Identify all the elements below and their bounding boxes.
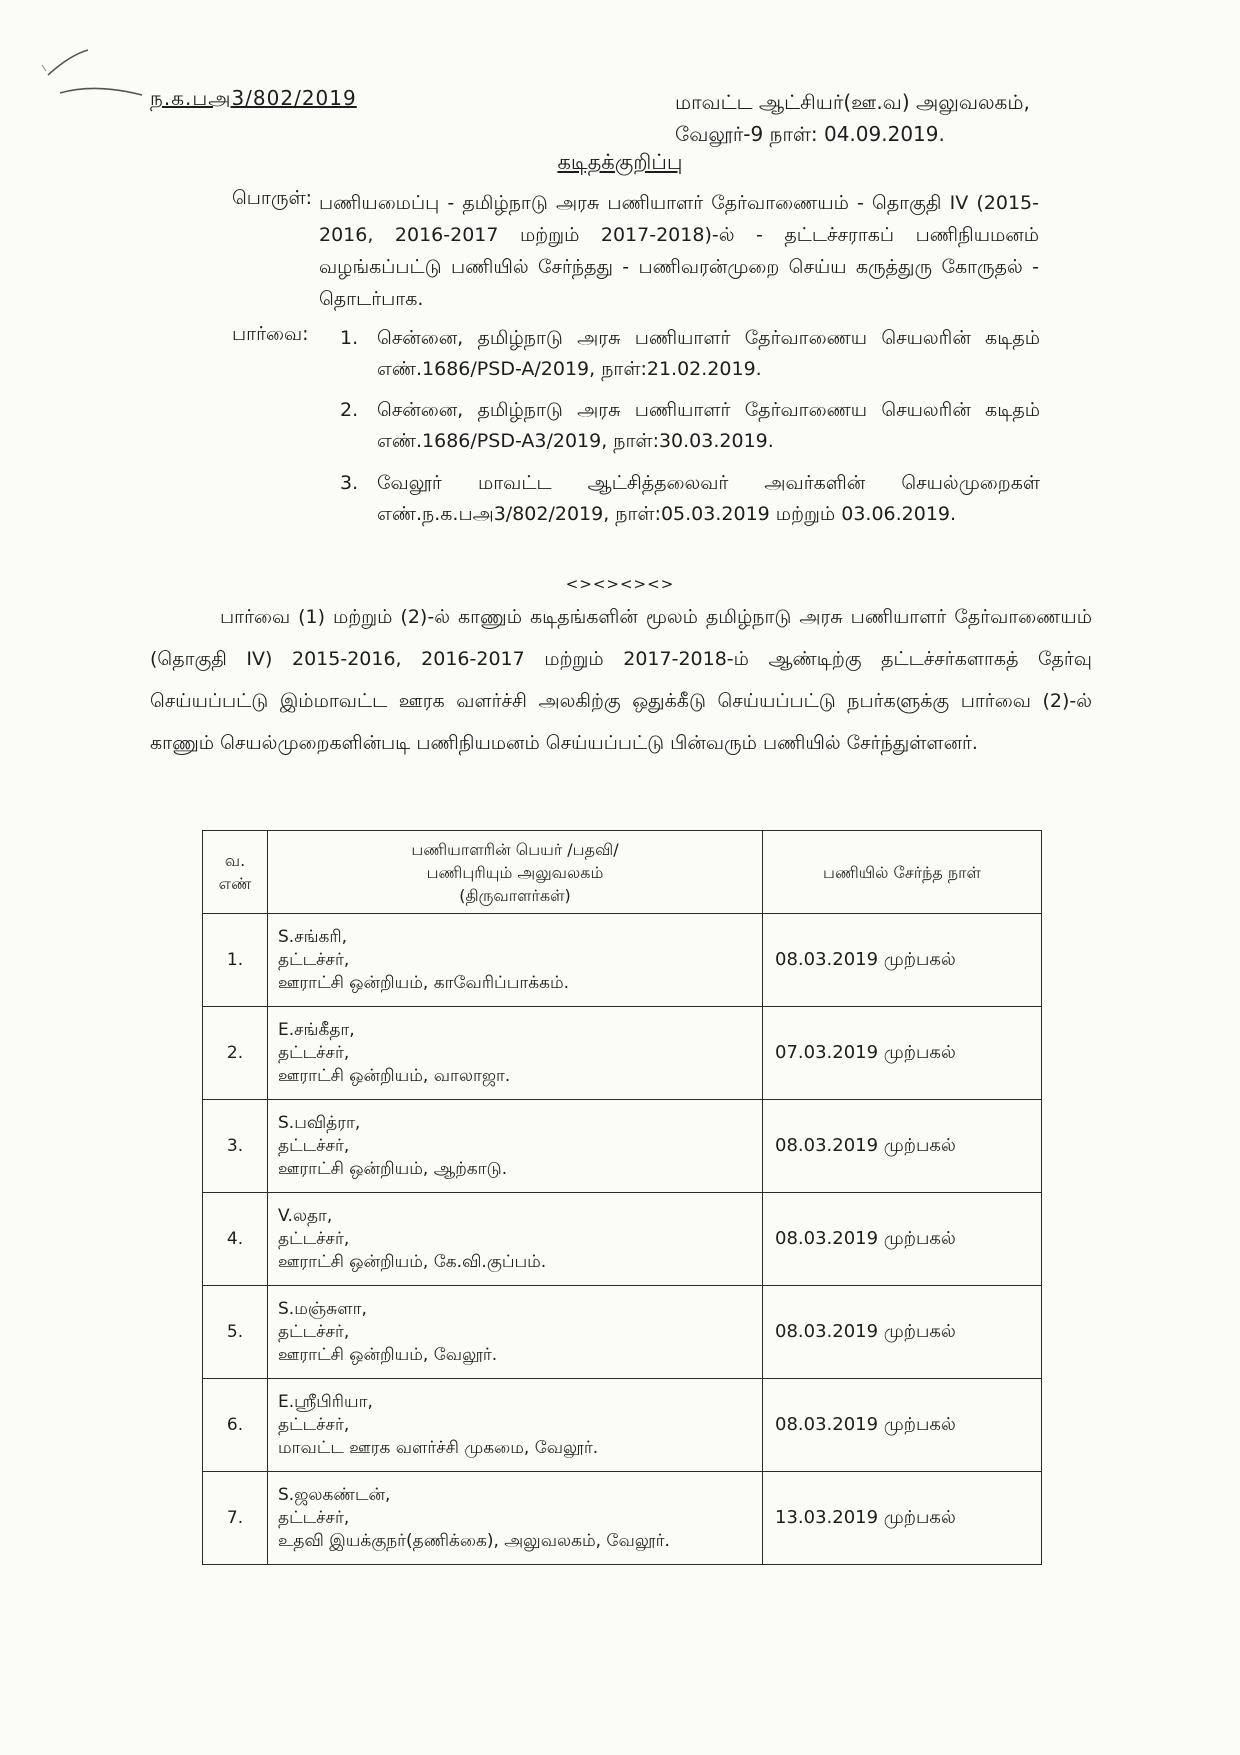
reference-number-label: 1. (340, 327, 359, 349)
employee-office: உதவி இயக்குநர்(தணிக்கை), அலுவலகம், வேலூர். (278, 1530, 670, 1551)
row-join-date: 08.03.2019 முற்பகல் (763, 1100, 1042, 1193)
row-sno: 6. (203, 1379, 268, 1472)
row-join-date: 08.03.2019 முற்பகல் (763, 1193, 1042, 1286)
employee-name: V.லதா, (278, 1205, 333, 1226)
references-label: பார்வை: (232, 323, 309, 345)
employee-name: E.ஸ்ரீபிரியா, (278, 1391, 373, 1412)
reference-text: சென்னை, தமிழ்நாடு அரசு பணியாளர் தேர்வாணைய செயலரின் கடிதம் எண்.1686/PSD-A/2019, நாள்:21.02.2019. (377, 327, 1040, 380)
employee-office: ஊராட்சி ஒன்றியம், வேலூர். (278, 1344, 498, 1365)
employee-office: ஊராட்சி ஒன்றியம், ஆற்காடு. (278, 1158, 508, 1179)
row-employee (268, 1193, 763, 1286)
reference-item (340, 395, 1040, 457)
office-line-2: வேலூர்-9 நாள்: 04.09.2019. (675, 122, 945, 146)
employee-name: S.மஞ்சுளா, (278, 1298, 367, 1319)
header-name-line: பணிபுரியும் அலுவலகம் (426, 862, 604, 882)
row-employee (268, 1100, 763, 1193)
header-name (268, 831, 763, 914)
row-sno: 2. (203, 1007, 268, 1100)
header-name-line: பணியாளரின் பெயர் /பதவி/ (411, 839, 619, 859)
employee-post: தட்டச்சர், (278, 1321, 350, 1342)
row-join-date: 08.03.2019 முற்பகல் (763, 1286, 1042, 1379)
reference-item (340, 323, 1040, 385)
row-sno: 7. (203, 1472, 268, 1565)
employee-office: ஊராட்சி ஒன்றியம், கே.வி.குப்பம். (278, 1251, 547, 1272)
row-join-date: 08.03.2019 முற்பகல் (763, 914, 1042, 1007)
row-join-date: 07.03.2019 முற்பகல் (763, 1007, 1042, 1100)
header-sno-line: எண் (218, 874, 252, 893)
row-employee (268, 1472, 763, 1565)
reference-number-label: 2. (340, 399, 359, 421)
row-sno: 5. (203, 1286, 268, 1379)
body-paragraph: பார்வை (1) மற்றும் (2)-ல் காணும் கடிதங்களின் மூலம் தமிழ்நாடு அரசு பணியாளர் தேர்வாணையம் (தொகுதி IV) 2015-2016, 2016-2017 மற்றும் 2017-2018-ம் ஆண்டிற்கு தட்டச்சர்களாகத் தேர்வு செய்யப்பட்டு இம்மாவட்ட ஊரக வளர்ச்சி அலகிற்கு ஒதுக்கீடு செய்யப்பட்டு நபர்களுக்கு பார்வை (2)-ல் காணும் செயல்முறைகளின்படி பணிநியமனம் செய்யப்பட்டு பின்வரும் பணியில் சேர்ந்துள்ளனர். (150, 606, 1092, 754)
employee-post: தட்டச்சர், (278, 1042, 350, 1063)
reference-item (340, 468, 1040, 530)
table-row (203, 1193, 1042, 1286)
table-row (203, 914, 1042, 1007)
table-row (203, 1100, 1042, 1193)
employee-name: S.ஜலகண்டன், (278, 1484, 391, 1505)
row-employee (268, 1379, 763, 1472)
subject-text: பணியமைப்பு - தமிழ்நாடு அரசு பணியாளர் தேர்வாணையம் - தொகுதி IV (2015-2016, 2016-2017 மற்றும் 2017-2018)-ல் - தட்டச்சராகப் பணிநியமனம் வழங்கப்பட்டு பணியில் சேர்ந்தது - பணிவரன்முறை செய்ய கருத்துரு கோருதல் - தொடர்பாக. (319, 192, 1039, 310)
reference-number: ந.க.பஅ3/802/2019 (150, 86, 357, 110)
reference-text: வேலூர் மாவட்ட ஆட்சித்தலைவர் அவர்களின் செயல்முறைகள் எண்.ந.க.பஅ3/802/2019, நாள்:05.03.2019 மற்றும் 03.06.2019. (377, 472, 1040, 525)
employee-office: மாவட்ட ஊரக வளர்ச்சி முகமை, வேலூர். (278, 1437, 599, 1458)
employee-office: ஊராட்சி ஒன்றியம், காவேரிப்பாக்கம். (278, 972, 570, 993)
header-name-line: (திருவாளர்கள்) (459, 885, 571, 905)
header-sno-line: வ. (224, 851, 246, 870)
employee-office: ஊராட்சி ஒன்றியம், வாலாஜா. (278, 1065, 511, 1086)
section-separator: <><><><> (565, 575, 675, 593)
employee-post: தட்டச்சர், (278, 949, 350, 970)
header-sno (203, 831, 268, 914)
office-line-1: மாவட்ட ஆட்சியர்(ஊ.வ) அலுவலகம், (675, 90, 1030, 114)
employee-name: E.சங்கீதா, (278, 1019, 355, 1040)
row-sno: 1. (203, 914, 268, 1007)
table-header-row (203, 831, 1042, 914)
employee-post: தட்டச்சர், (278, 1507, 350, 1528)
table-row (203, 1286, 1042, 1379)
employee-name: S.சங்கரி, (278, 926, 348, 947)
reference-text: சென்னை, தமிழ்நாடு அரசு பணியாளர் தேர்வாணைய செயலரின் கடிதம் எண்.1686/PSD-A3/2019, நாள்:30.03.2019. (377, 399, 1040, 452)
row-employee (268, 1007, 763, 1100)
row-sno: 3. (203, 1100, 268, 1193)
employee-post: தட்டச்சர், (278, 1135, 350, 1156)
table-row (203, 1472, 1042, 1565)
row-employee (268, 1286, 763, 1379)
subject-label: பொருள்: (232, 187, 313, 209)
pen-mark-icon (40, 45, 150, 100)
row-sno: 4. (203, 1193, 268, 1286)
table-row (203, 1007, 1042, 1100)
row-employee (268, 914, 763, 1007)
row-join-date: 08.03.2019 முற்பகல் (763, 1379, 1042, 1472)
employee-post: தட்டச்சர், (278, 1414, 350, 1435)
header-date: பணியில் சேர்ந்த நாள் (763, 831, 1042, 914)
table-row (203, 1379, 1042, 1472)
reference-number-label: 3. (340, 472, 359, 494)
office-address (675, 86, 1030, 150)
staff-table (202, 830, 1042, 1565)
memo-title: கடிதக்குறிப்பு (557, 150, 683, 174)
employee-post: தட்டச்சர், (278, 1228, 350, 1249)
row-join-date: 13.03.2019 முற்பகல் (763, 1472, 1042, 1565)
employee-name: S.பவித்ரா, (278, 1112, 361, 1133)
